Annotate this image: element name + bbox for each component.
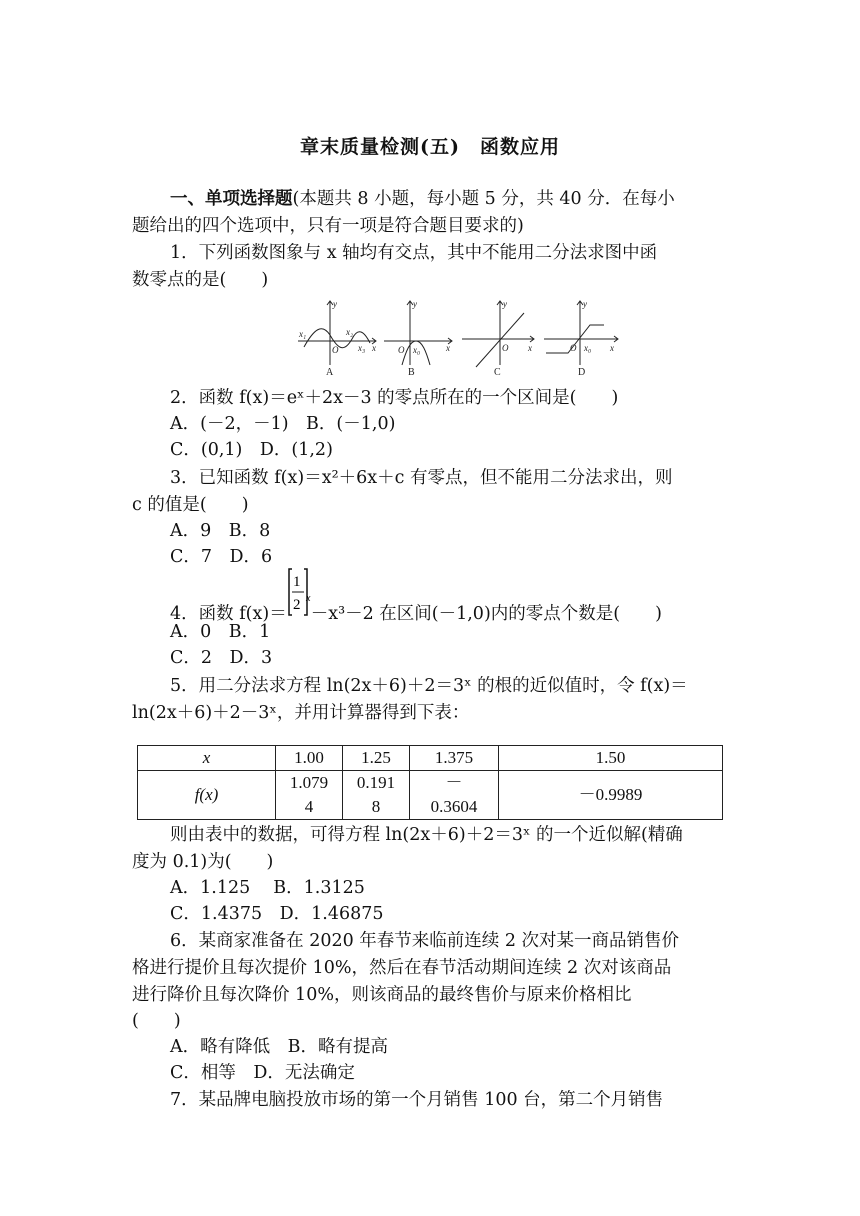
q5-options-cd: C．1.4375 D．1.46875	[170, 904, 384, 924]
q1-line-2: 数零点的是( )	[132, 270, 269, 290]
q1-graph-figure	[292, 295, 622, 377]
svg-text:y: y	[413, 299, 417, 309]
svg-text:x₂: x₂	[346, 327, 354, 337]
q6-options-ab: A．略有降低 B．略有提高	[170, 1037, 388, 1057]
q4-options-ab: A．0 B．1	[170, 622, 271, 642]
svg-text:x₀: x₀	[413, 345, 421, 355]
table-cell: 1.25	[343, 746, 410, 771]
svg-text:x₃: x₃	[358, 343, 366, 353]
graph-label-c: C	[494, 367, 501, 377]
q7-line-1: 7．某品牌电脑投放市场的第一个月销售 100 台，第二个月销售	[170, 1090, 664, 1110]
svg-text:x₁: x₁	[299, 329, 307, 339]
graph-label-a: A	[326, 367, 334, 377]
svg-text:y: y	[333, 299, 337, 309]
q3-options-ab: A．9 B．8	[170, 521, 271, 541]
table-row	[138, 771, 723, 820]
q6-line-4: ( )	[132, 1011, 181, 1031]
svg-text:x: x	[446, 343, 450, 353]
page-title: 章末质量检测(五) 函数应用	[300, 136, 560, 158]
graph-label-b: B	[408, 367, 415, 377]
q6-line-1: 6．某商家准备在 2020 年春节来临前连续 2 次对某一商品销售价	[170, 931, 680, 951]
graph-b	[384, 301, 452, 365]
q3-line-1: 3．已知函数 f(x)＝x²＋6x＋c 有零点，但不能用二分法求出，则	[170, 468, 673, 488]
svg-text:x: x	[305, 593, 311, 604]
q3-options-cd: C．7 D．6	[170, 547, 273, 567]
table-cell: 1.079 4	[276, 771, 343, 820]
table-cell: 1.00	[276, 746, 343, 771]
svg-text:x₀: x₀	[584, 343, 592, 353]
q6-line-3: 进行降价且每次降价 10%，则该商品的最终售价与原来价格相比	[132, 985, 632, 1005]
svg-text:x: x	[372, 343, 376, 353]
q4-options-cd: C．2 D．3	[170, 648, 273, 668]
table-cell: 0.191 8	[343, 771, 410, 820]
q4-stem-pre: 4．函数 f(x)＝	[170, 604, 287, 624]
svg-text:y: y	[503, 299, 507, 309]
svg-text:y: y	[583, 299, 587, 309]
q5-after-1: 则由表中的数据，可得方程 ln(2x＋6)＋2＝3ˣ 的一个近似解(精确	[170, 825, 683, 845]
q1-line-1: 1．下列函数图象与 x 轴均有交点，其中不能用二分法求图中函	[170, 243, 658, 263]
q4-fraction	[287, 574, 311, 619]
svg-text:O: O	[398, 345, 405, 355]
graph-a	[298, 301, 376, 365]
q5-line-1: 5．用二分法求方程 ln(2x＋6)＋2＝3ˣ 的根的近似值时，令 f(x)＝	[170, 676, 688, 696]
svg-text:x: x	[528, 343, 532, 353]
svg-text:2: 2	[292, 597, 301, 613]
graph-d	[544, 301, 618, 365]
q2-options-cd: C．(0,1) D．(1,2)	[170, 440, 333, 460]
svg-text:O: O	[332, 345, 339, 355]
svg-text:O: O	[502, 343, 509, 353]
table-cell: x	[138, 746, 276, 771]
q4-fraction-glyph	[287, 565, 311, 619]
svg-text:O: O	[570, 343, 577, 353]
section-desc-2: 题给出的四个选项中，只有一项是符合题目要求的)	[132, 216, 524, 236]
q2-stem: 2．函数 f(x)＝eˣ＋2x－3 的零点所在的一个区间是( )	[170, 388, 619, 408]
table-cell: 1.50	[499, 746, 723, 771]
q6-options-cd: C．相等 D．无法确定	[170, 1063, 355, 1083]
q5-line-2: ln(2x＋6)＋2－3ˣ，并用计算器得到下表：	[132, 703, 470, 723]
q2-options-ab: A．(－2，－1) B．(－1,0)	[170, 414, 396, 434]
table-row	[138, 746, 723, 771]
table-cell: 1.375	[410, 746, 499, 771]
q5-table	[137, 745, 723, 820]
q5-after-2: 度为 0.1)为( )	[132, 852, 274, 872]
q3-line-2: c 的值是( )	[132, 495, 249, 515]
q5-options-ab: A．1.125 B．1.3125	[170, 878, 365, 898]
svg-text:x: x	[610, 343, 614, 353]
svg-text:1: 1	[292, 574, 301, 590]
table-cell: f(x)	[138, 771, 276, 820]
graph-c	[462, 301, 534, 367]
section-heading	[170, 186, 770, 212]
table-cell: － 0.3604	[410, 771, 499, 820]
section-label: 一、单项选择题	[170, 189, 293, 209]
q6-line-2: 格进行提价且每次提价 10%，然后在春节活动期间连续 2 次对该商品	[132, 958, 672, 978]
q4-stem-post: －x³－2 在区间(－1,0)内的零点个数是( )	[310, 604, 662, 624]
table-cell: －0.9989	[499, 771, 723, 820]
section-desc-1: (本题共 8 小题，每小题 5 分，共 40 分．在每小	[292, 189, 675, 209]
graph-label-d: D	[578, 367, 586, 377]
